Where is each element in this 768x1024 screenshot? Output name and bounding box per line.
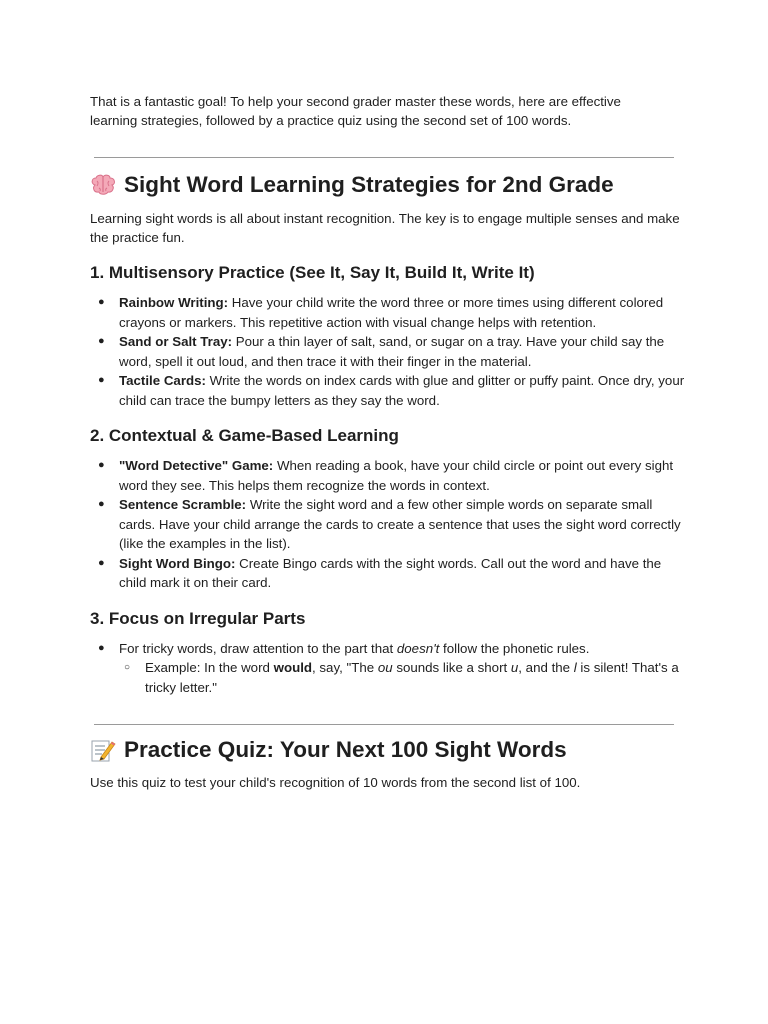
example-emphasis: ou [377,660,393,675]
example-word: would [273,660,313,675]
memo-icon [90,738,116,762]
document [90,92,690,792]
subheading-multisensory: 1. Multisensory Practice (See It, Say It, Build It, Write It) [90,263,535,282]
bullet-icon: ● [98,459,105,471]
multisensory-list [90,293,690,410]
example-text: sounds like a short [392,660,511,675]
example-emphasis: l [573,660,577,675]
circle-bullet-icon: ○ [124,662,131,673]
divider [94,724,674,725]
item-text: follow the phonetic rules. [439,640,590,656]
list-item [90,554,690,593]
item-label: Rainbow Writing: [119,295,229,310]
list-item [90,371,690,410]
item-emphasis: doesn't [396,640,440,656]
list-item [90,639,690,698]
section-title: Practice Quiz: Your Next 100 Sight Words [124,737,567,762]
sub-list-item [119,658,690,697]
section-intro: Learning sight words is all about instant recognition. The key is to engage multiple senses and make the practice fun. [90,211,680,245]
item-label: Sand or Salt Tray: [119,334,233,349]
item-text: Have your child write the word three or more times using different colored crayons or markers. This repetitive action with visual change helps with retention. [119,295,664,330]
divider [94,157,674,158]
section-heading-strategies [90,170,690,200]
item-label: Sentence Scramble: [119,497,247,512]
item-label: Sight Word Bingo: [119,555,236,571]
section-title: Sight Word Learning Strategies for 2nd Grade [124,172,614,197]
example-text: Example: In the word [145,660,274,675]
item-text: Write the sight word and a few other simple words on separate small cards. Have your child arrange the cards to create a sentence that uses the sight word correctly (like the examples in the list). [119,497,681,551]
item-text: Write the words on index cards with glue and glitter or puffy paint. Once dry, your child can trace the bumpy letters as they say the word. [119,373,685,408]
quiz-intro: Use this quiz to test your child's recognition of 10 words from the second list of 100. [90,775,581,790]
item-label: Tactile Cards: [119,373,206,388]
bullet-icon: ● [98,641,105,654]
list-item [90,293,690,332]
item-text: Pour a thin layer of salt, sand, or sugar on a tray. Have your child say the word, spell it out loud, and then trace it with their finger in the material. [119,334,665,369]
irregular-sublist [119,658,690,697]
item-text: When reading a book, have your child circle or point out every sight word they see. This helps them recognize the words in context. [119,458,674,493]
subheading-game-based: 2. Contextual & Game-Based Learning [90,426,399,445]
example-emphasis: u [510,660,519,675]
bullet-icon: ● [98,498,105,510]
example-text: is silent! That's a tricky letter." [145,660,679,695]
bullet-icon: ● [98,335,105,347]
bullet-icon: ● [98,296,105,308]
list-item [90,495,690,554]
item-label: "Word Detective" Game: [119,458,274,473]
bullet-icon: ● [98,374,105,386]
intro-paragraph: That is a fantastic goal! To help your second grader master these words, here are effective learning strategies, followed by a practice quiz using the second set of 100 words. [90,94,621,128]
game-based-list [90,456,690,593]
subheading-irregular: 3. Focus on Irregular Parts [90,608,306,628]
section-heading-quiz [90,735,690,765]
brain-icon [90,174,116,196]
example-text: , and the [518,660,574,675]
example-text: , say, "The [312,660,378,675]
item-text: For tricky words, draw attention to the part that [119,640,397,656]
list-item [90,456,690,495]
bullet-icon: ● [98,556,105,569]
irregular-list [90,639,690,698]
list-item [90,332,690,371]
item-text: Create Bingo cards with the sight words. Call out the word and have the child mark it on their card. [119,555,662,590]
